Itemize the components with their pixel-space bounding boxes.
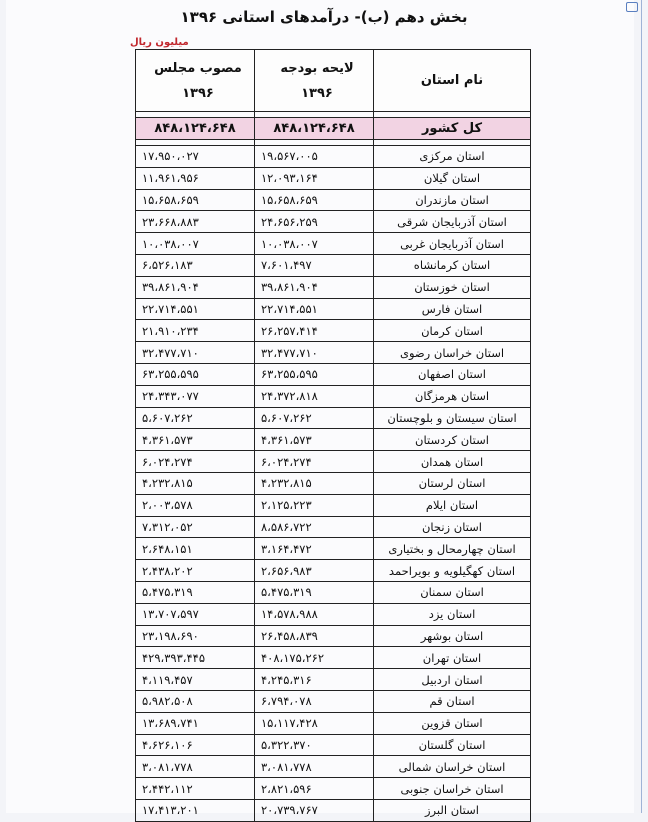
- approved-cell: ۱۷،۴۱۳،۲۰۱: [136, 799, 255, 821]
- table-row: [136, 494, 531, 516]
- province-name-cell: استان فارس: [374, 298, 531, 320]
- table-row: [136, 647, 531, 669]
- budget-bill-cell: ۱۲،۰۹۳،۱۶۴: [255, 167, 374, 189]
- approved-cell: ۱۵،۶۵۸،۶۵۹: [136, 189, 255, 211]
- table-row: [136, 581, 531, 603]
- approved-cell: ۴،۱۱۹،۴۵۷: [136, 669, 255, 691]
- province-name-cell: استان آذربایجان غربی: [374, 233, 531, 255]
- province-name-cell: استان مازندران: [374, 189, 531, 211]
- header-province-name: نام استان: [374, 50, 531, 112]
- total-row: [136, 118, 531, 140]
- approved-cell: ۲،۴۴۲،۱۱۲: [136, 778, 255, 800]
- table-row: [136, 756, 531, 778]
- approved-cell: ۴،۳۶۱،۵۷۳: [136, 429, 255, 451]
- header-approved-label: مصوب مجلس: [154, 60, 242, 76]
- approved-cell: ۳۹،۸۶۱،۹۰۴: [136, 276, 255, 298]
- budget-bill-cell: ۲۴،۶۵۶،۲۵۹: [255, 211, 374, 233]
- table-row: [136, 538, 531, 560]
- budget-bill-cell: ۳،۰۸۱،۷۷۸: [255, 756, 374, 778]
- budget-bill-cell: ۱۵،۱۱۷،۴۲۸: [255, 712, 374, 734]
- approved-cell: ۴۲۹،۳۹۳،۴۴۵: [136, 647, 255, 669]
- budget-bill-cell: ۱۴،۵۷۸،۹۸۸: [255, 603, 374, 625]
- province-name-cell: استان گلستان: [374, 734, 531, 756]
- approved-cell: ۳۲،۴۷۷،۷۱۰: [136, 342, 255, 364]
- province-name-cell: استان کرمانشاه: [374, 254, 531, 276]
- approved-cell: ۶،۵۲۶،۱۸۳: [136, 254, 255, 276]
- province-name-cell: استان اردبیل: [374, 669, 531, 691]
- header-approved: [136, 50, 255, 112]
- province-name-cell: استان کهگیلویه و بویراحمد: [374, 560, 531, 582]
- table-row: [136, 276, 531, 298]
- table-row: [136, 146, 531, 168]
- budget-bill-cell: ۲،۶۵۶،۹۸۳: [255, 560, 374, 582]
- budget-bill-cell: ۲،۸۲۱،۵۹۶: [255, 778, 374, 800]
- province-name-cell: استان کرمان: [374, 320, 531, 342]
- header-row: [136, 50, 531, 112]
- table-row: [136, 167, 531, 189]
- page-edge-line: [641, 0, 642, 813]
- approved-cell: ۲۳،۶۶۸،۸۸۳: [136, 211, 255, 233]
- header-budget-bill: [255, 50, 374, 112]
- budget-bill-cell: ۶،۰۲۴،۲۷۴: [255, 451, 374, 473]
- budget-bill-cell: ۲۴،۳۷۲،۸۱۸: [255, 385, 374, 407]
- budget-bill-cell: ۲۰،۷۳۹،۷۶۷: [255, 799, 374, 821]
- province-name-cell: استان همدان: [374, 451, 531, 473]
- budget-bill-cell: ۷،۶۰۱،۴۹۷: [255, 254, 374, 276]
- table-row: [136, 254, 531, 276]
- province-name-cell: استان ایلام: [374, 494, 531, 516]
- table-row: [136, 734, 531, 756]
- province-name-cell: استان اصفهان: [374, 363, 531, 385]
- province-name-cell: استان لرستان: [374, 472, 531, 494]
- budget-bill-cell: ۴،۳۶۱،۵۷۳: [255, 429, 374, 451]
- budget-bill-cell: ۱۵،۶۵۸،۶۵۹: [255, 189, 374, 211]
- province-name-cell: استان خراسان رضوی: [374, 342, 531, 364]
- table-row: [136, 799, 531, 821]
- approved-cell: ۱۳،۷۰۷،۵۹۷: [136, 603, 255, 625]
- table-row: [136, 211, 531, 233]
- province-name-cell: استان هرمزگان: [374, 385, 531, 407]
- budget-bill-cell: ۶۳،۲۵۵،۵۹۵: [255, 363, 374, 385]
- approved-cell: ۶۳،۲۵۵،۵۹۵: [136, 363, 255, 385]
- province-name-cell: استان قزوین: [374, 712, 531, 734]
- total-approved: ۸۴۸،۱۲۴،۶۴۸: [136, 118, 255, 140]
- total-budget-bill: ۸۴۸،۱۲۴،۶۴۸: [255, 118, 374, 140]
- province-name-cell: استان سمنان: [374, 581, 531, 603]
- approved-cell: ۴،۶۲۶،۱۰۶: [136, 734, 255, 756]
- approved-cell: ۷،۳۱۲،۰۵۲: [136, 516, 255, 538]
- budget-bill-cell: ۵،۳۲۲،۳۷۰: [255, 734, 374, 756]
- budget-bill-cell: ۵،۴۷۵،۳۱۹: [255, 581, 374, 603]
- budget-bill-cell: ۱۹،۵۶۷،۰۰۵: [255, 146, 374, 168]
- approved-cell: ۲۴،۳۴۳،۰۷۷: [136, 385, 255, 407]
- total-label: کل کشور: [374, 118, 531, 140]
- approved-cell: ۵،۶۰۷،۲۶۲: [136, 407, 255, 429]
- approved-cell: ۲،۴۳۸،۲۰۲: [136, 560, 255, 582]
- province-name-cell: استان گیلان: [374, 167, 531, 189]
- budget-bill-cell: ۲۶،۴۵۸،۸۳۹: [255, 625, 374, 647]
- approved-cell: ۱۳،۶۸۹،۷۴۱: [136, 712, 255, 734]
- table-row: [136, 320, 531, 342]
- province-name-cell: استان چهارمحال و بختیاری: [374, 538, 531, 560]
- approved-cell: ۱۷،۹۵۰،۰۲۷: [136, 146, 255, 168]
- province-name-cell: استان البرز: [374, 799, 531, 821]
- table-row: [136, 342, 531, 364]
- province-name-cell: استان یزد: [374, 603, 531, 625]
- table-row: [136, 625, 531, 647]
- province-name-cell: استان سیستان و بلوچستان: [374, 407, 531, 429]
- approved-cell: ۲۲،۷۱۴،۵۵۱: [136, 298, 255, 320]
- table-row: [136, 712, 531, 734]
- table-row: [136, 451, 531, 473]
- approved-cell: ۲۳،۱۹۸،۶۹۰: [136, 625, 255, 647]
- table-row: [136, 472, 531, 494]
- table-row: [136, 429, 531, 451]
- budget-bill-cell: ۴،۲۴۵،۳۱۶: [255, 669, 374, 691]
- page-title: بخش دهم (ب)- درآمدهای استانی ۱۳۹۶: [180, 8, 468, 26]
- unit-label: میلیون ریال: [130, 37, 189, 48]
- table-row: [136, 189, 531, 211]
- province-name-cell: استان تهران: [374, 647, 531, 669]
- approved-cell: ۲،۰۰۳،۵۷۸: [136, 494, 255, 516]
- budget-bill-cell: ۳،۱۶۴،۴۷۲: [255, 538, 374, 560]
- budget-bill-cell: ۳۲،۴۷۷،۷۱۰: [255, 342, 374, 364]
- province-name-cell: استان خوزستان: [374, 276, 531, 298]
- table-row: [136, 363, 531, 385]
- approved-cell: ۵،۹۸۲،۵۰۸: [136, 690, 255, 712]
- budget-bill-cell: ۲،۱۲۵،۲۲۳: [255, 494, 374, 516]
- approved-cell: ۴،۲۳۲،۸۱۵: [136, 472, 255, 494]
- approved-cell: ۱۱،۹۶۱،۹۵۶: [136, 167, 255, 189]
- budget-bill-cell: ۸،۵۸۶،۷۲۲: [255, 516, 374, 538]
- table-row: [136, 560, 531, 582]
- province-name-cell: استان آذربایجان شرقی: [374, 211, 531, 233]
- budget-bill-cell: ۵،۶۰۷،۲۶۲: [255, 407, 374, 429]
- province-name-cell: استان بوشهر: [374, 625, 531, 647]
- table-row: [136, 603, 531, 625]
- table-row: [136, 407, 531, 429]
- table-row: [136, 516, 531, 538]
- approved-cell: ۳،۰۸۱،۷۷۸: [136, 756, 255, 778]
- budget-bill-cell: ۶،۷۹۴،۰۷۸: [255, 690, 374, 712]
- budget-bill-cell: ۱۰،۰۳۸،۰۰۷: [255, 233, 374, 255]
- table-row: [136, 298, 531, 320]
- approved-cell: ۲۱،۹۱۰،۲۳۴: [136, 320, 255, 342]
- budget-bill-cell: ۴،۲۳۲،۸۱۵: [255, 472, 374, 494]
- header-budget-bill-year: ۱۳۹۶: [301, 85, 333, 101]
- header-budget-bill-label: لایحه بودجه: [280, 60, 354, 76]
- table-row: [136, 385, 531, 407]
- table-row: [136, 778, 531, 800]
- table-row: [136, 669, 531, 691]
- budget-bill-cell: ۳۹،۸۶۱،۹۰۴: [255, 276, 374, 298]
- province-name-cell: استان خراسان شمالی: [374, 756, 531, 778]
- header-approved-year: ۱۳۹۶: [182, 85, 214, 101]
- approved-cell: ۱۰،۰۳۸،۰۰۷: [136, 233, 255, 255]
- province-name-cell: استان قم: [374, 690, 531, 712]
- province-name-cell: استان مرکزی: [374, 146, 531, 168]
- table-row: [136, 233, 531, 255]
- province-name-cell: استان زنجان: [374, 516, 531, 538]
- province-name-cell: استان خراسان جنوبی: [374, 778, 531, 800]
- table-row: [136, 690, 531, 712]
- budget-bill-cell: ۲۲،۷۱۴،۵۵۱: [255, 298, 374, 320]
- budget-bill-cell: ۴۰۸،۱۷۵،۲۶۲: [255, 647, 374, 669]
- approved-cell: ۵،۴۷۵،۳۱۹: [136, 581, 255, 603]
- approved-cell: ۲،۶۴۸،۱۵۱: [136, 538, 255, 560]
- approved-cell: ۶،۰۲۴،۲۷۴: [136, 451, 255, 473]
- provincial-revenue-table: [135, 49, 531, 822]
- province-name-cell: استان کردستان: [374, 429, 531, 451]
- budget-bill-cell: ۲۶،۲۵۷،۴۱۴: [255, 320, 374, 342]
